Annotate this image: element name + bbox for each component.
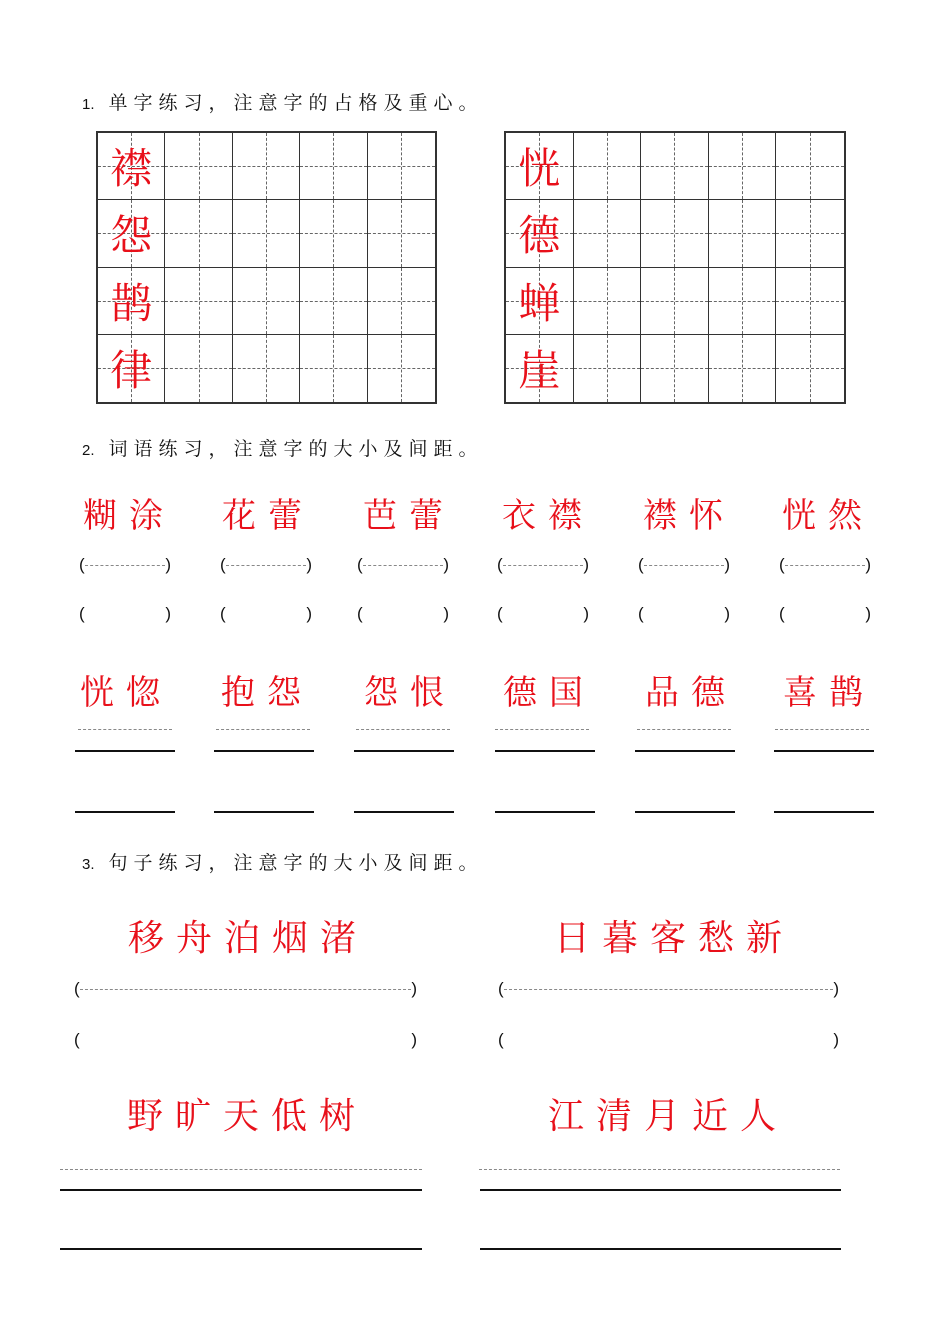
word-sample: 花蕾 xyxy=(222,496,314,536)
word-sample: 德国 xyxy=(503,673,595,713)
pinyin-blank[interactable]: ( ) xyxy=(497,555,589,574)
writing-line[interactable] xyxy=(635,750,735,752)
writing-line[interactable] xyxy=(354,811,454,813)
section1-heading xyxy=(82,88,484,115)
grid-cell[interactable] xyxy=(165,268,232,335)
pinyin-blank[interactable]: ( ) xyxy=(498,1030,839,1049)
word-sample: 恍惚 xyxy=(80,673,172,713)
pinyin-blank[interactable]: ( ) xyxy=(79,604,171,623)
writing-line[interactable] xyxy=(774,811,874,813)
sample-character: 怨 xyxy=(110,211,153,261)
section2-title: 词语练习，注意字的大小及间距。 xyxy=(108,438,484,460)
grid-cell[interactable] xyxy=(368,335,435,402)
section2-heading xyxy=(82,434,484,461)
grid-cell[interactable] xyxy=(641,200,709,267)
pinyin-blank[interactable]: ( ) xyxy=(79,555,171,574)
writing-line[interactable] xyxy=(75,811,175,813)
pinyin-blank[interactable]: ( ) xyxy=(74,979,417,998)
guide-dashed-line xyxy=(78,729,172,730)
sample-character: 襟 xyxy=(110,144,153,194)
sentence-sample: 江清月近人 xyxy=(548,1096,789,1137)
grid-cell[interactable] xyxy=(165,335,232,402)
grid-cell[interactable] xyxy=(506,200,574,267)
word-sample: 抱怨 xyxy=(221,673,313,713)
guide-dashed-line xyxy=(479,1169,840,1170)
guide-dashed-line xyxy=(775,729,869,730)
writing-line[interactable] xyxy=(774,750,874,752)
grid-cell[interactable] xyxy=(368,133,435,200)
grid-cell[interactable] xyxy=(300,268,367,335)
grid-cell[interactable] xyxy=(165,133,232,200)
word-sample: 芭蕾 xyxy=(363,496,455,536)
grid-cell[interactable] xyxy=(641,335,709,402)
word-sample: 襟怀 xyxy=(643,496,735,536)
section3-number: 3. xyxy=(82,856,95,873)
grid-cell[interactable] xyxy=(368,200,435,267)
grid-cell[interactable] xyxy=(709,335,777,402)
pinyin-blank[interactable]: ( ) xyxy=(779,604,871,623)
grid-cell[interactable] xyxy=(233,335,300,402)
pinyin-blank[interactable]: ( ) xyxy=(220,604,312,623)
writing-line[interactable] xyxy=(480,1248,841,1250)
writing-line[interactable] xyxy=(635,811,735,813)
grid-cell[interactable] xyxy=(574,200,642,267)
section1-number: 1. xyxy=(82,96,95,113)
writing-line[interactable] xyxy=(495,811,595,813)
word-sample: 怨恨 xyxy=(364,673,456,713)
sentence-sample: 野旷天低树 xyxy=(127,1096,368,1137)
grid-cell[interactable] xyxy=(506,133,574,200)
writing-line[interactable] xyxy=(214,811,314,813)
pinyin-blank[interactable]: ( ) xyxy=(220,555,312,574)
grid-cell[interactable] xyxy=(98,133,165,200)
grid-cell[interactable] xyxy=(300,133,367,200)
word-sample: 品德 xyxy=(645,673,737,713)
word-sample: 衣襟 xyxy=(502,496,594,536)
writing-line[interactable] xyxy=(214,750,314,752)
grid-cell[interactable] xyxy=(506,335,574,402)
word-sample: 喜鹊 xyxy=(783,673,875,713)
pinyin-blank[interactable]: ( ) xyxy=(357,604,449,623)
sample-character: 律 xyxy=(110,346,153,396)
pinyin-blank[interactable]: ( ) xyxy=(357,555,449,574)
grid-cell[interactable] xyxy=(776,133,844,200)
writing-line[interactable] xyxy=(75,750,175,752)
grid-cell[interactable] xyxy=(709,200,777,267)
writing-line[interactable] xyxy=(60,1189,422,1191)
grid-cell[interactable] xyxy=(368,268,435,335)
writing-line[interactable] xyxy=(480,1189,841,1191)
section2-number: 2. xyxy=(82,442,95,459)
guide-dashed-line xyxy=(495,729,589,730)
grid-cell[interactable] xyxy=(98,268,165,335)
word-sample: 糊涂 xyxy=(83,496,175,536)
grid-cell[interactable] xyxy=(641,133,709,200)
grid-cell[interactable] xyxy=(165,200,232,267)
grid-cell[interactable] xyxy=(300,335,367,402)
grid-cell[interactable] xyxy=(574,335,642,402)
grid-cell[interactable] xyxy=(233,133,300,200)
grid-cell[interactable] xyxy=(574,133,642,200)
tianzige-grid-left xyxy=(96,131,437,404)
grid-cell[interactable] xyxy=(709,268,777,335)
sample-character: 蝉 xyxy=(518,278,561,328)
writing-line[interactable] xyxy=(60,1248,422,1250)
grid-cell[interactable] xyxy=(776,268,844,335)
sample-character: 德 xyxy=(518,211,561,261)
grid-cell[interactable] xyxy=(776,200,844,267)
grid-cell[interactable] xyxy=(98,335,165,402)
pinyin-blank[interactable]: ( ) xyxy=(779,555,871,574)
pinyin-blank[interactable]: ( ) xyxy=(638,555,730,574)
guide-dashed-line xyxy=(216,729,310,730)
grid-cell[interactable] xyxy=(98,200,165,267)
grid-cell[interactable] xyxy=(233,268,300,335)
pinyin-blank[interactable]: ( ) xyxy=(497,604,589,623)
pinyin-blank[interactable]: ( ) xyxy=(498,979,839,998)
grid-cell[interactable] xyxy=(641,268,709,335)
grid-cell[interactable] xyxy=(776,335,844,402)
guide-dashed-line xyxy=(637,729,731,730)
guide-dashed-line xyxy=(356,729,450,730)
grid-cell[interactable] xyxy=(574,268,642,335)
sample-character: 崖 xyxy=(518,346,561,396)
grid-cell[interactable] xyxy=(233,200,300,267)
pinyin-blank[interactable]: ( ) xyxy=(74,1030,417,1049)
section3-heading xyxy=(82,848,484,875)
grid-cell[interactable] xyxy=(506,268,574,335)
section3-title: 句子练习，注意字的大小及间距。 xyxy=(108,852,484,874)
sample-character: 鹊 xyxy=(110,278,153,328)
word-sample: 恍然 xyxy=(782,496,874,536)
guide-dashed-line xyxy=(60,1169,422,1170)
writing-line[interactable] xyxy=(495,750,595,752)
tianzige-grid-right xyxy=(504,131,846,404)
writing-line[interactable] xyxy=(354,750,454,752)
pinyin-blank[interactable]: ( ) xyxy=(638,604,730,623)
section1-title: 单字练习，注意字的占格及重心。 xyxy=(108,92,484,114)
sample-character: 恍 xyxy=(518,144,561,194)
grid-cell[interactable] xyxy=(300,200,367,267)
sentence-sample: 移舟泊烟渚 xyxy=(128,918,369,959)
sentence-sample: 日暮客愁新 xyxy=(554,918,795,959)
grid-cell[interactable] xyxy=(709,133,777,200)
